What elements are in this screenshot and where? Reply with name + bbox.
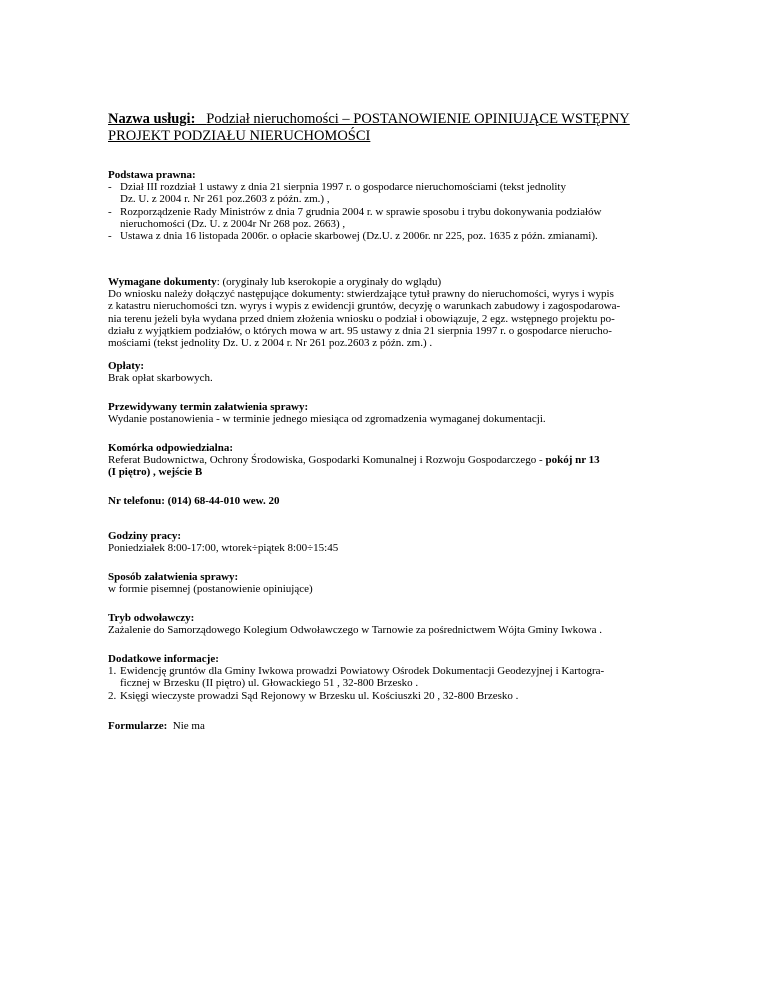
list-item: - Dział III rozdział 1 ustawy z dnia 21 sierpnia 1997 r. o gospodarce nieruchomościami (tekst jednolity Dz. U. z 2004 r. Nr 261 poz.2603 z późn. zm.) , [108,181,566,206]
section-godziny [108,530,713,554]
section-text: Poniedziałek 8:00-17:00, wtorek÷piątek 8:00÷15:45 [108,542,339,555]
list-item: 1. Ewidencję gruntów dla Gminy Iwkowa prowadzi Powiatowy Ośrodek Dokumentacji Geodezyjnej i Kartogra- ficznej w Brzesku (II piętro) ul. Głowackiego 51 , 32-800 Brzesko . [108,665,605,690]
service-title-label: Nazwa usługi: [108,111,196,127]
section-text: w formie pisemnej (postanowienie opiniujące) [108,583,313,596]
section-text: Nie ma [172,720,205,732]
paragraph-line: mościami (tekst jednolity Dz. U. z 2004 r. Nr 261 poz.2603 z późn. zm.) . [108,337,433,350]
section-tryb [108,612,713,636]
service-title-text-line1: Podział nieruchomości – POSTANOWIENIE OPINIUJĄCE WSTĘPNY [206,111,630,127]
section-text: Zażalenie do Samorządowego Kolegium Odwoławczego w Tarnowie za pośrednictwem Wójta Gminy Iwkowa . [108,624,602,637]
paragraph-line: Do wniosku należy dołączyć następujące dokumenty: stwierdzające tytuł prawny do nieruchomości, wyrys i wypis [108,288,614,301]
list-marker: - [108,181,112,194]
list-item: - Rozporządzenie Rady Ministrów z dnia 7 grudnia 2004 r. w sprawie sposobu i trybu dokonywania podziałów nieruchomości (Dz. U. z 2004r Nr 268 poz. 2663) , [108,205,602,230]
section-dodatkowe [108,653,713,702]
section-wymagane-dokumenty [108,276,713,349]
service-title [108,111,713,145]
section-heading-suffix: : (oryginały lub kserokopie a oryginały do wglądu) [216,276,442,288]
paragraph-line: działu z wyjątkiem podziałów, o których mowa w art. 95 ustawy z dnia 21 sierpnia 1997 r. o gospodarce nierucho- [108,324,612,337]
list-marker: 2. [108,689,117,702]
list-marker: - [108,230,112,243]
section-sposob [108,571,713,595]
section-text: Wydanie postanowienia - w terminie jednego miesiąca od zgromadzenia wymaganej dokumentacji. [108,413,546,426]
section-formularze [108,720,713,732]
section-heading: Sposób załatwienia sprawy: [108,571,239,583]
list-item: 2. Księgi wieczyste prowadzi Sąd Rejonowy w Brzesku ul. Kościuszki 20 , 32-800 Brzesko . [108,689,519,702]
section-heading: Dodatkowe informacje: [108,653,219,665]
section-heading: Formularze: [108,720,168,732]
section-podstawa-prawna [108,169,713,242]
section-heading: Komórka odpowiedzialna: [108,442,233,454]
section-heading: Podstawa prawna: [108,169,196,181]
paragraph-line: nia terenu jeżeli była wydana przed dniem złożenia wniosku o podział i obowiązuje, 2 egz. wstępnego projektu po- [108,312,615,325]
section-heading: Opłaty: [108,360,145,372]
phone-number: Nr telefonu: (014) 68-44-010 wew. 20 [108,495,280,507]
section-heading: Wymagane dokumenty [108,276,217,288]
legal-basis-list [108,181,713,242]
list-item: - Ustawa z dnia 16 listopada 2006r. o opłacie skarbowej (Dz.U. z 2006r. nr 225, poz. 1635 z późn. zmianami). [108,230,598,243]
section-heading: Tryb odwoławczy: [108,612,195,624]
section-termin [108,401,713,425]
section-telefon [108,495,713,507]
section-text-bold: (I piętro) , wejście B [108,466,203,479]
section-heading: Godziny pracy: [108,530,182,542]
section-oplaty [108,360,713,384]
additional-info-list [108,665,713,702]
section-text: Referat Budownictwa, Ochrony Środowiska, Gospodarki Komunalnej i Rozwoju Gospodarczego - [108,454,546,467]
paragraph-line: z katastru nieruchomości tzn. wyrys i wypis z ewidencji gruntów, decyzję o warunkach zabudowy i zagospodarowa- [108,300,621,313]
service-title-text-line2: PROJEKT PODZIAŁU NIERUCHOMOŚCI [108,128,371,144]
room-number: pokój nr 13 [545,454,600,467]
section-komorka [108,442,713,479]
section-text: Brak opłat skarbowych. [108,372,213,385]
list-marker: 1. [108,665,117,678]
list-marker: - [108,205,112,218]
section-heading: Przewidywany termin załatwienia sprawy: [108,401,309,413]
